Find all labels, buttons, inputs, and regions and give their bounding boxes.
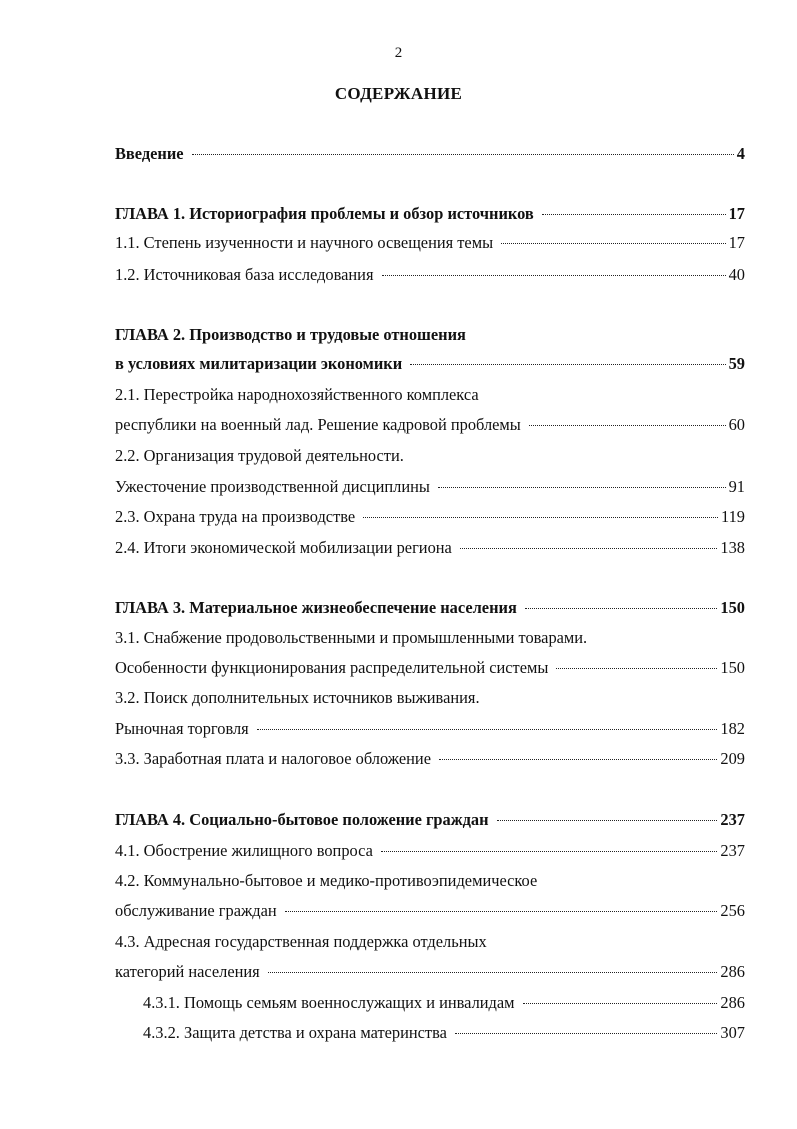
toc-entry-text: Рыночная торговля <box>115 719 249 738</box>
toc-entry-page: 17 <box>728 233 745 252</box>
toc-entry-text: Ужесточение производственной дисциплины <box>115 477 430 496</box>
toc-entry-page: 40 <box>728 265 745 284</box>
toc-entry-2-3[interactable] <box>115 507 745 527</box>
dot-leader <box>439 759 717 760</box>
toc-entry-3-1[interactable] <box>115 658 745 678</box>
toc-entry-chapter-2-line-1[interactable]: ГЛАВА 2. Производство и трудовые отношения <box>115 325 466 344</box>
dot-leader <box>542 214 726 215</box>
toc-entry-text: в условиях милитаризации экономики <box>115 354 403 373</box>
toc-entry-3-2-line-1[interactable]: 3.2. Поиск дополнительных источников выживания. <box>115 688 480 707</box>
dot-leader <box>525 608 718 609</box>
toc-entry-4-1[interactable] <box>115 841 745 861</box>
dot-leader <box>529 425 726 426</box>
toc-entry-text: ГЛАВА 4. Социально-бытовое положение граждан <box>115 810 489 829</box>
toc-entry-page: 17 <box>728 204 745 223</box>
toc-entry-page: 256 <box>720 901 745 920</box>
toc-entry-text: обслуживание граждан <box>115 901 277 920</box>
dot-leader <box>410 364 725 365</box>
toc-entry-page: 182 <box>720 719 745 738</box>
dot-leader <box>192 154 734 155</box>
toc-entry-page: 209 <box>720 749 745 768</box>
dot-leader <box>285 911 718 912</box>
toc-entry-text: 4.3.2. Защита детства и охрана материнства <box>143 1023 447 1042</box>
toc-entry-page: 307 <box>720 1023 745 1042</box>
toc-entry-chapter-3[interactable] <box>115 598 745 618</box>
toc-entry-page: 286 <box>720 993 745 1012</box>
toc-entry-text: 4.3.1. Помощь семьям военнослужащих и инвалидам <box>143 993 515 1012</box>
toc-entry-1-1[interactable] <box>115 233 745 253</box>
dot-leader <box>523 1003 718 1004</box>
toc-entry-2-4[interactable] <box>115 538 745 558</box>
toc-entry-page: 91 <box>728 477 745 496</box>
dot-leader <box>438 487 726 488</box>
toc-entry-text: категорий населения <box>115 962 260 981</box>
toc-entry-text: Введение <box>115 144 184 163</box>
page-number: 2 <box>394 45 403 61</box>
toc-entry-4-2-line-1[interactable]: 4.2. Коммунально-бытовое и медико-противоэпидемическое <box>115 871 538 890</box>
toc-entry-introduction[interactable] <box>115 144 745 164</box>
toc-entry-page: 286 <box>720 962 745 981</box>
toc-entry-1-2[interactable] <box>115 265 745 285</box>
toc-entry-text: ГЛАВА 1. Историография проблемы и обзор источников <box>115 204 534 223</box>
dot-leader <box>460 548 718 549</box>
dot-leader <box>257 729 718 730</box>
toc-entry-page: 138 <box>720 538 745 557</box>
page-title: СОДЕРЖАНИЕ <box>334 84 463 103</box>
toc-entry-chapter-4[interactable] <box>115 810 745 830</box>
toc-entry-text: ГЛАВА 3. Материальное жизнеобеспечение населения <box>115 598 517 617</box>
toc-entry-page: 237 <box>720 841 745 860</box>
toc-entry-page: 150 <box>720 658 745 677</box>
toc-entry-chapter-2[interactable] <box>115 354 745 374</box>
toc-entry-4-3-line-1[interactable]: 4.3. Адресная государственная поддержка отдельных <box>115 932 487 951</box>
toc-entry-4-3-2[interactable] <box>143 1023 745 1043</box>
toc-entry-page: 4 <box>736 144 745 163</box>
toc-entry-text: 1.2. Источниковая база исследования <box>115 265 374 284</box>
toc-entry-text: 2.4. Итоги экономической мобилизации региона <box>115 538 452 557</box>
dot-leader <box>455 1033 718 1034</box>
toc-entry-2-1-line-1[interactable]: 2.1. Перестройка народнохозяйственного комплекса <box>115 385 479 404</box>
dot-leader <box>382 275 726 276</box>
dot-leader <box>556 668 717 669</box>
toc-entry-text: 3.3. Заработная плата и налоговое обложение <box>115 749 431 768</box>
dot-leader <box>497 820 718 821</box>
toc-entry-text: республики на военный лад. Решение кадровой проблемы <box>115 415 521 434</box>
toc-entry-2-2-line-1[interactable]: 2.2. Организация трудовой деятельности. <box>115 446 404 465</box>
toc-entry-2-1[interactable] <box>115 415 745 435</box>
toc-entry-3-3[interactable] <box>115 749 745 769</box>
toc-entry-page: 150 <box>720 598 745 617</box>
toc-entry-page: 60 <box>728 415 745 434</box>
dot-leader <box>381 851 718 852</box>
toc-entry-3-1-line-1[interactable]: 3.1. Снабжение продовольственными и промышленными товарами. <box>115 628 588 647</box>
dot-leader <box>501 243 726 244</box>
toc-entry-3-2[interactable] <box>115 719 745 739</box>
toc-entry-4-3-1[interactable] <box>143 993 745 1013</box>
toc-entry-4-2[interactable] <box>115 901 745 921</box>
toc-entry-page: 237 <box>720 810 745 829</box>
toc-entry-4-3[interactable] <box>115 962 745 982</box>
toc-entry-2-2[interactable] <box>115 477 745 497</box>
toc-entry-text: Особенности функционирования распределительной системы <box>115 658 549 677</box>
toc-entry-chapter-1[interactable] <box>115 204 745 224</box>
toc-entry-text: 2.3. Охрана труда на производстве <box>115 507 356 526</box>
toc-entry-page: 59 <box>728 354 745 373</box>
dot-leader <box>363 517 718 518</box>
toc-entry-text: 1.1. Степень изученности и научного освещения темы <box>115 233 494 252</box>
toc-entry-text: 4.1. Обострение жилищного вопроса <box>115 841 373 860</box>
dot-leader <box>268 972 718 973</box>
toc-entry-page: 119 <box>721 507 745 526</box>
